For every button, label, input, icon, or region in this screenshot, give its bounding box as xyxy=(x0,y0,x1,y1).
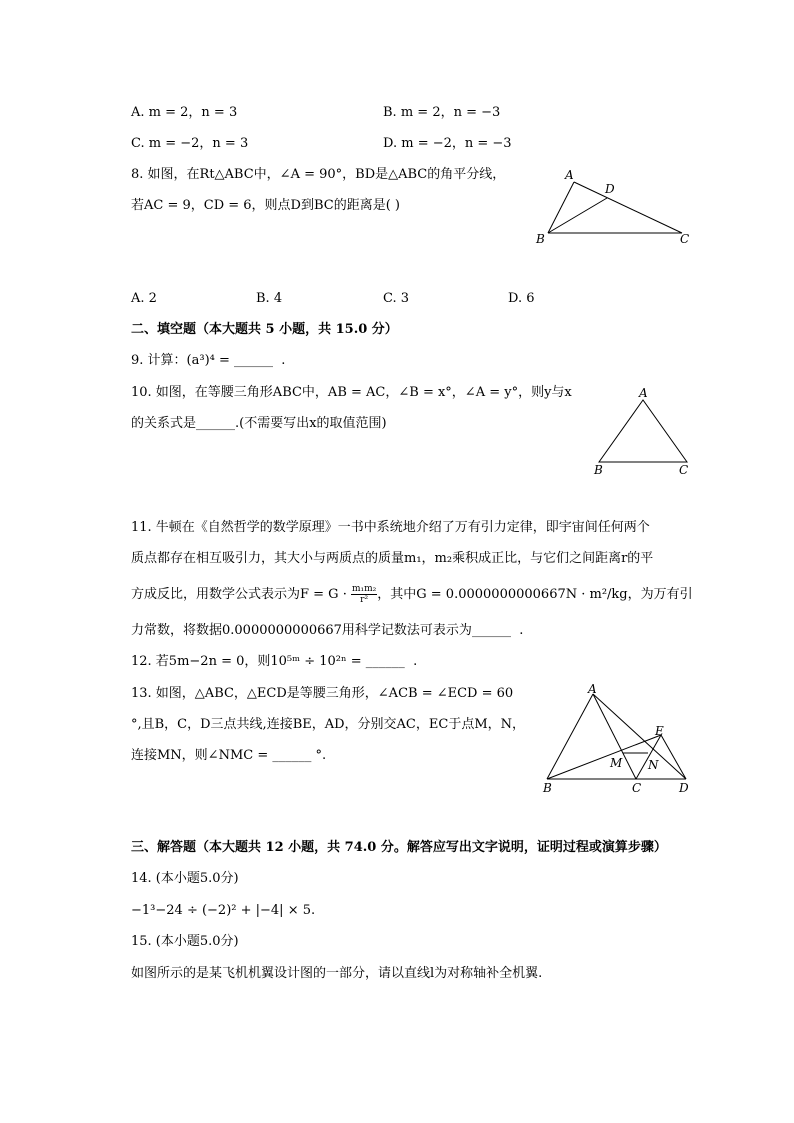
section3-title: 三、解答题（本大题共 12 小题，共 74.0 分。解答应写出文字说明，证明过程或演算步骤） xyxy=(131,840,667,855)
q13-label-d: D xyxy=(679,781,689,795)
q13-label-m: M xyxy=(610,756,623,770)
q8-option-c: C. 3 xyxy=(383,291,410,306)
q7-option-b: B. m = 2，n = −3 xyxy=(383,105,501,120)
q9-line: 9. 计算：(a³)⁴ = ______ . xyxy=(131,353,286,368)
q7-option-a: A. m = 2，n = 3 xyxy=(131,105,238,120)
q15-text: 如图所示的是某飞机机翼设计图的一部分，请以直线l为对称轴补全机翼. xyxy=(131,966,543,981)
q13-label-n: N xyxy=(648,758,659,772)
q8-triangle-figure xyxy=(530,165,700,250)
q13-blank[interactable]: ______ xyxy=(272,748,312,763)
q12-blank[interactable]: ______ xyxy=(365,654,405,669)
q8-option-d: D. 6 xyxy=(508,291,535,306)
q11-blank[interactable]: ______ xyxy=(471,623,511,638)
q8-label-c: C xyxy=(680,232,690,246)
q8-line2: 若AC = 9，CD = 6，则点D到BC的距离是( ) xyxy=(131,198,401,213)
q10-label-c: C xyxy=(679,463,689,477)
q7-option-d: D. m = −2，n = −3 xyxy=(383,136,512,151)
q11-line3: 方成反比，用数学公式表示为F = G · $\frac{\text{m₁m₂}}{\text{r²}}$ ，其中G = 0.0000000000667N · m²/kg，为万有引 xyxy=(131,584,693,605)
q8-option-b: B. 4 xyxy=(256,291,283,306)
q10-label-b: B xyxy=(594,463,603,477)
q11-fraction: $\frac{\text{m₁m₂}}{\text{r²}}$ xyxy=(351,584,377,605)
q13-label-e: E xyxy=(655,724,664,738)
q8-label-d: D xyxy=(605,182,615,196)
q13-triangles-figure xyxy=(536,683,698,798)
section2-title: 二、填空题（本大题共 5 小题，共 15.0 分） xyxy=(131,322,398,337)
q12-line: 12. 若5m−2n = 0，则10⁵ᵐ ÷ 10²ⁿ = ______ . xyxy=(131,654,418,669)
q13-label-c: C xyxy=(632,781,642,795)
q14-head: 14. (本小题5.0分) xyxy=(131,871,239,886)
q15-head: 15. (本小题5.0分) xyxy=(131,934,239,949)
q7-option-c: C. m = −2，n = 3 xyxy=(131,136,249,151)
q8-label-a: A xyxy=(565,168,574,182)
q13-label-b: B xyxy=(543,781,552,795)
q13-line1: 13. 如图，△ABC，△ECD是等腰三角形，∠ACB = ∠ECD = 60 xyxy=(131,686,514,701)
q9-blank[interactable]: ______ xyxy=(234,353,274,368)
q10-isosceles-figure xyxy=(590,385,695,480)
q14-expression: −1³−24 ÷ (−2)² + |−4| × 5. xyxy=(131,903,316,918)
q11-line4: 力常数，将数据0.0000000000667用科学记数法可表示为______ . xyxy=(131,623,524,638)
q13-line3: 连接MN，则∠NMC = ______ °. xyxy=(131,748,327,763)
q10-blank[interactable]: ______ xyxy=(196,416,236,431)
q10-label-a: A xyxy=(639,386,648,400)
q8-option-a: A. 2 xyxy=(131,291,157,306)
q11-line1: 11. 牛顿在《自然哲学的数学原理》一书中系统地介绍了万有引力定律，即宇宙间任何两个 xyxy=(131,520,650,535)
q8-label-b: B xyxy=(536,232,545,246)
q10-line2: 的关系式是______.(不需要写出x的取值范围) xyxy=(131,416,387,431)
q10-line1: 10. 如图，在等腰三角形ABC中，AB = AC，∠B = x°，∠A = y°，则y与x xyxy=(131,385,572,400)
q11-line2: 质点都存在相互吸引力，其大小与两质点的质量m₁，m₂乘积成正比，与它们之间距离r的平 xyxy=(131,551,654,566)
q13-label-a: A xyxy=(588,682,597,696)
q13-line2: °,且B，C，D三点共线,连接BE，AD，分别交AC，EC于点M，N， xyxy=(131,717,525,732)
q8-line1: 8. 如图，在Rt△ABC中，∠A = 90°，BD是△ABC的角平分线， xyxy=(131,167,506,182)
